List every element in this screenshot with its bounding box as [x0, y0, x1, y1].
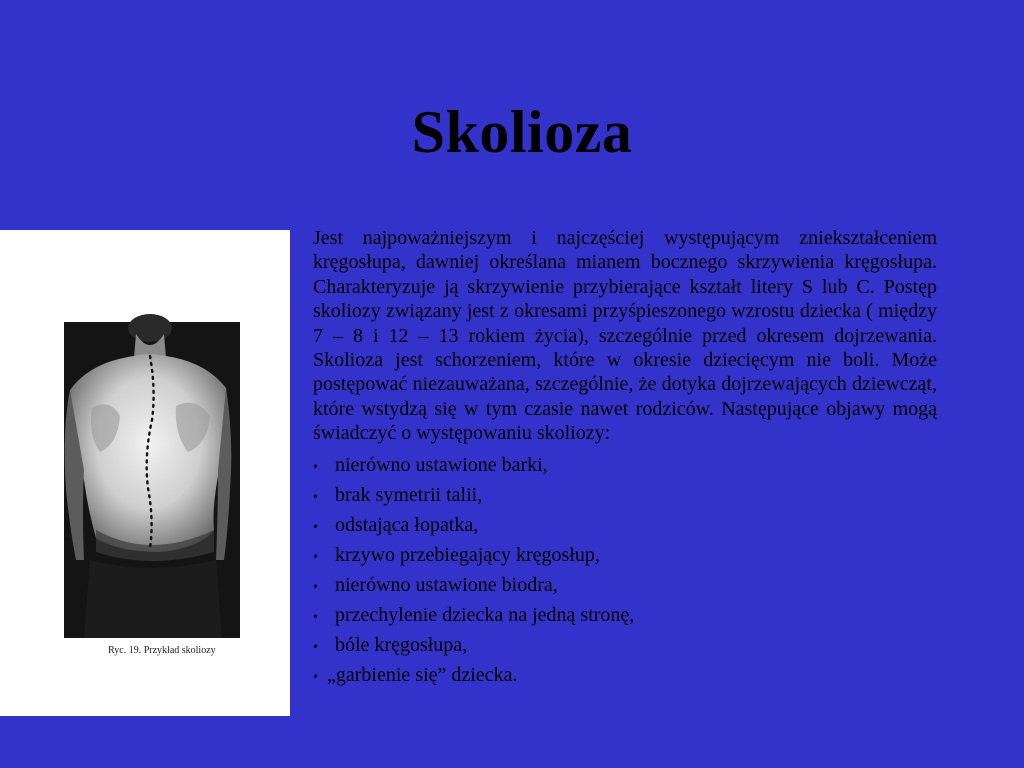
list-item	[313, 540, 937, 570]
list-item-text: nierówno ustawione biodra,	[335, 573, 558, 596]
list-item-text: krzywo przebiegający kręgosłup,	[335, 543, 600, 566]
list-item	[313, 570, 937, 600]
list-item	[313, 660, 937, 690]
scoliosis-figure	[0, 230, 290, 716]
list-item-text: bóle kręgosłupa,	[335, 633, 468, 656]
list-item-text: „garbienie się” dziecka.	[327, 663, 518, 686]
symptom-list	[313, 450, 937, 690]
list-item	[313, 600, 937, 630]
list-item	[313, 480, 937, 510]
list-item	[313, 450, 937, 480]
list-item-text: brak symetrii talii,	[335, 483, 483, 506]
bullet-icon: •	[313, 609, 318, 625]
list-item-text: odstająca łopatka,	[335, 513, 479, 536]
list-item	[313, 630, 937, 660]
scoliosis-photo	[0, 230, 290, 716]
bullet-icon: •	[313, 519, 318, 535]
description-paragraph: Jest najpoważniejszym i najczęściej występującym zniekształceniem kręgosłupa, dawniej określana mianem bocznego skrzywienia kręgosłupa. Charakteryzuje ją skrzywienie przybierające kształt litery S lub C. Postęp skoliozy związany jest z okresami przyśpieszonego wzrostu dziecka ( między 7 – 8 i 12 – 13 rokiem życia), szczególnie przed okresem dojrzewania. Skolioza jest schorzeniem, które w okresie dziecięcym nie boli. Może postępować niezauważana, szczególnie, że dotyka dojrzewających dziewcząt, które wstydzą się w tym czasie nawet rodziców. Następujące objawy mogą świadczyć o występowaniu skoliozy:	[313, 227, 937, 445]
figure-caption: Ryc. 19. Przykład skoliozy	[108, 645, 216, 656]
slide-title: Skolioza	[411, 99, 633, 165]
list-item	[313, 510, 937, 540]
slide-content	[313, 226, 937, 690]
list-item-text: przechylenie dziecka na jedną stronę,	[335, 603, 635, 626]
bullet-icon: •	[313, 489, 318, 505]
list-item-text: nierówno ustawione barki,	[335, 453, 548, 476]
bullet-icon: •	[313, 579, 318, 595]
bullet-icon: •	[313, 459, 318, 475]
bullet-icon: •	[313, 669, 318, 685]
bullet-icon: •	[313, 549, 318, 565]
bullet-icon: •	[313, 639, 318, 655]
